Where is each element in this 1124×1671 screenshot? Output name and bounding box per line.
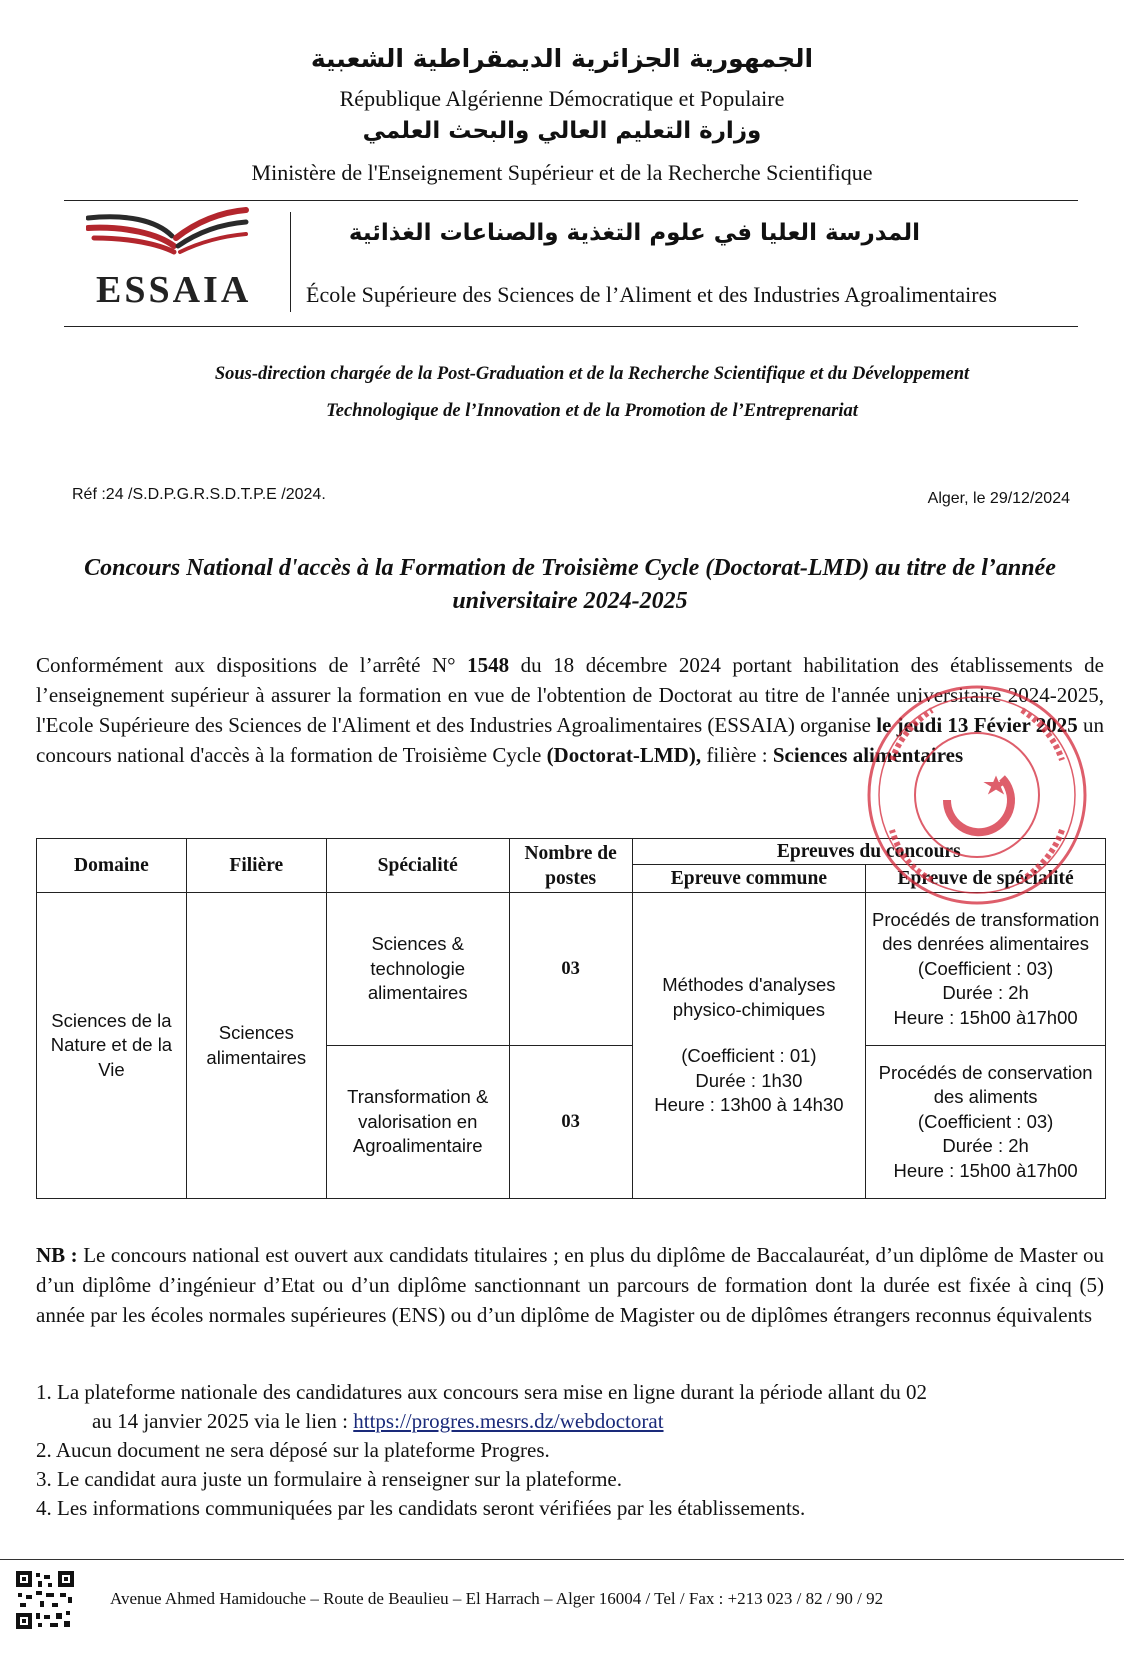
webdoctorat-link[interactable]: https://progres.mesrs.dz/webdoctorat [353,1409,664,1433]
commune-title: Méthodes d'analyses physico-chimiques [662,974,836,1020]
header-epreuves: Epreuves du concours [632,839,1105,865]
logo-divider [290,212,291,312]
school-name: École Supérieure des Sciences de l’Aliment et des Industries Agroalimentaires [306,282,997,307]
header-ministry: Ministère de l'Enseignement Supérieur et de la Recherche Scientifique [251,160,873,185]
cell-postes-2: 03 [509,1046,632,1199]
school-name-arabic: المدرسة العليا في علوم التغذية والصناعات الغذائية [348,220,920,246]
specialite-epreuve-duree: Durée : 2h [942,982,1029,1004]
header-bottom-rule [64,326,1078,327]
header-arabic-ministry: وزارة التعليم العالي والبحث العلمي [362,118,762,144]
header-specialite: Spécialité [326,839,509,893]
nb-label: NB : [36,1243,78,1267]
cell-epreuve-specialite-1 [866,893,1106,1046]
header-nombre-postes: Nombre de postes [509,839,632,893]
cell-specialite-1: Sciences & technologie alimentaires [326,893,509,1046]
header-filiere: Filière [186,839,326,893]
commune-duree: Durée : 1h30 [695,1069,803,1091]
header-domaine: Domaine [37,839,187,893]
cell-epreuve-specialite-2 [866,1046,1106,1199]
cell-filiere: Sciences alimentaires [186,893,326,1199]
cell-epreuve-commune [632,893,866,1199]
commune-heure: Heure : 13h00 à 14h30 [654,1094,844,1116]
intro-text: Conformément aux dispositions de l’arrêté N° [36,653,468,677]
specialite-epreuve-title: Procédés de transformation des denrées alimentaires [871,908,1100,955]
footer-address: Avenue Ahmed Hamidouche – Route de Beaulieu – El Harrach – Alger 16004 / Tel / Fax : +213 023 / 82 / 90 / 92 [110,1589,884,1608]
list-item: 4. Les informations communiquées par les candidats seront vérifiées par les établissements. [36,1496,806,1520]
list-item: 1. La plateforme nationale des candidatures aux concours sera mise en ligne durant la période allant du 02 [36,1380,928,1404]
document-title: Concours National d'accès à la Formation de Troisième Cycle (Doctorat-LMD) au titre de l’année universitaire 2024-2025 [84,555,1056,614]
cell-postes-1: 03 [509,893,632,1046]
specialite-epreuve-heure: Heure : 15h00 à17h00 [893,1006,1078,1028]
place-date: Alger, le 29/12/2024 [927,490,1070,507]
header-epreuve-commune: Epreuve commune [632,865,866,893]
specialite-epreuve-duree: Durée : 2h [942,1135,1029,1157]
nb-text: Le concours national est ouvert aux candidats titulaires ; en plus du diplôme de Baccalauréat, d’un diplôme de Master ou d’un diplôme d’ingénieur d’Etat ou d’un diplôme sanctionnant un parcours de formation dont la durée est fixée à cinq (5) année par les écoles normales supérieures (ENS) ou d’un diplôme de Magister ou de diplômes étrangers reconnus équivalents [36,1243,1105,1327]
specialite-epreuve-title: Procédés de conservation des aliments [878,1061,1093,1108]
arrete-number: 1548 [467,653,510,677]
reference-number: Réf :24 /S.D.P.G.R.S.D.T.P.E /2024. [72,486,326,503]
list-item: 2. Aucun document ne sera déposé sur la plateforme Progres. [36,1438,550,1462]
list-item-text: au 14 janvier 2025 via le lien : [92,1409,354,1433]
exam-date: le jeudi 13 Févier 2025 [876,713,1078,737]
header-republic: République Algérienne Démocratique et Populaire [339,86,785,111]
intro-text: filière : [701,743,773,767]
intro-text: du 18 décembre 2024 portant habilitation des établissements de l’enseignement supérieur à assurer la formation en vue de l'obtention de Doctorat au titre de l'année universitaire 2024-2025, l'Ecole Supérieure des Sciences de l'Aliment et des Industries Agroalimentaires (ESSAIA) organise [36,653,1105,737]
conditions-list [36,1378,1106,1523]
header-epreuve-specialite: Epreuve de spécialité [866,865,1106,893]
cell-specialite-2: Transformation & valorisation en Agroalimentaire [326,1046,509,1199]
cell-domaine: Sciences de la Nature et de la Vie [37,893,187,1199]
cycle-name: (Doctorat-LMD), [546,743,702,767]
specialite-epreuve-coef: (Coefficient : 03) [917,957,1054,979]
specialite-epreuve-coef: (Coefficient : 03) [917,1110,1054,1132]
footer-rule [0,1559,1124,1560]
qr-code-icon [16,1571,74,1629]
list-item [36,1407,1106,1436]
header-arabic-republic: الجمهورية الجزائرية الديمقراطية الشعبية [310,44,814,73]
filiere-name: Sciences alimentaires [772,743,964,767]
specialite-epreuve-heure: Heure : 15h00 à17h00 [893,1159,1078,1181]
list-item: 3. Le candidat aura juste un formulaire à renseigner sur la plateforme. [36,1467,623,1491]
subdirection-line-1: Sous-direction chargée de la Post-Graduation et de la Recherche Scientifique et du Développement [214,364,970,384]
subdirection-line-2: Technologique de l’Innovation et de la Promotion de l’Entreprenariat [326,401,858,421]
official-stamp-icon [862,680,1092,910]
nb-paragraph [36,1240,1104,1330]
logo-text: ESSAIA [96,269,252,311]
header-top-rule [64,200,1078,201]
intro-text: un concours national d'accès à la formation de Troisième Cycle [36,713,1104,767]
commune-coef: (Coefficient : 01) [681,1045,817,1067]
